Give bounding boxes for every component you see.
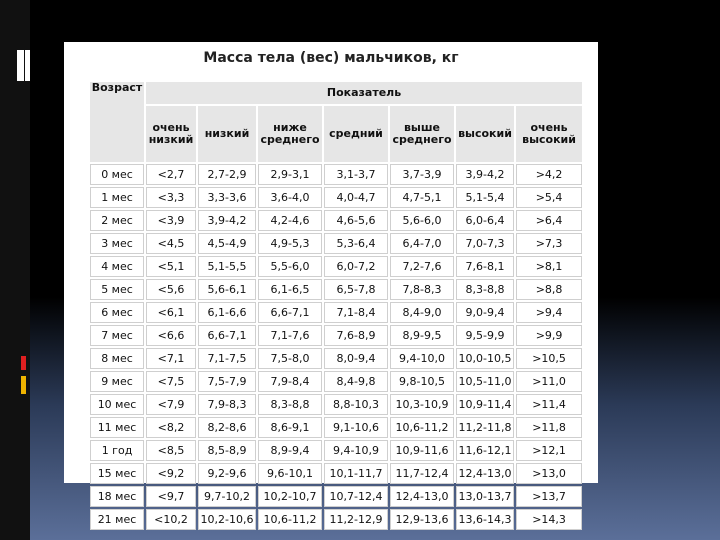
value-cell: 12,4-13,0: [390, 486, 454, 507]
value-cell: 4,2-4,6: [258, 210, 322, 231]
age-cell: 5 мес: [90, 279, 144, 300]
table-row: [90, 187, 582, 208]
slide-decoration-yellow-bar: [21, 376, 26, 394]
value-cell: <8,5: [146, 440, 196, 461]
value-cell: 3,1-3,7: [324, 164, 388, 185]
age-cell: 6 мес: [90, 302, 144, 323]
value-cell: 10,6-11,2: [258, 509, 322, 530]
value-cell: 5,3-6,4: [324, 233, 388, 254]
value-cell: 7,2-7,6: [390, 256, 454, 277]
column-header: средний: [324, 106, 388, 162]
table-row: [90, 371, 582, 392]
weight-table: [88, 80, 584, 532]
age-cell: 1 мес: [90, 187, 144, 208]
value-cell: 12,4-13,0: [456, 463, 514, 484]
value-cell: >4,2: [516, 164, 582, 185]
value-cell: 10,7-12,4: [324, 486, 388, 507]
age-cell: 4 мес: [90, 256, 144, 277]
value-cell: <5,6: [146, 279, 196, 300]
value-cell: 4,6-5,6: [324, 210, 388, 231]
value-cell: 4,5-4,9: [198, 233, 256, 254]
table-row: [90, 233, 582, 254]
table-row: [90, 279, 582, 300]
value-cell: 8,4-9,0: [390, 302, 454, 323]
value-cell: <6,1: [146, 302, 196, 323]
value-cell: 10,0-10,5: [456, 348, 514, 369]
column-header: выше среднего: [390, 106, 454, 162]
value-cell: >6,4: [516, 210, 582, 231]
value-cell: 7,1-8,4: [324, 302, 388, 323]
table-row: [90, 417, 582, 438]
value-cell: <3,3: [146, 187, 196, 208]
document-title: Масса тела (вес) мальчиков, кг: [203, 50, 459, 66]
value-cell: 7,1-7,6: [258, 325, 322, 346]
value-cell: 8,0-9,4: [324, 348, 388, 369]
value-cell: 7,5-7,9: [198, 371, 256, 392]
column-header: ниже среднего: [258, 106, 322, 162]
value-cell: 11,2-12,9: [324, 509, 388, 530]
value-cell: 6,6-7,1: [198, 325, 256, 346]
value-cell: 10,6-11,2: [390, 417, 454, 438]
value-cell: 7,6-8,1: [456, 256, 514, 277]
value-cell: 8,8-10,3: [324, 394, 388, 415]
table-row: [90, 509, 582, 530]
value-cell: 5,1-5,4: [456, 187, 514, 208]
age-cell: 18 мес: [90, 486, 144, 507]
table-row: [90, 348, 582, 369]
age-cell: 21 мес: [90, 509, 144, 530]
slide-decoration-red-bar: [21, 356, 26, 370]
age-cell: 15 мес: [90, 463, 144, 484]
value-cell: 9,6-10,1: [258, 463, 322, 484]
value-cell: 13,0-13,7: [456, 486, 514, 507]
column-header: очень высокий: [516, 106, 582, 162]
age-cell: 1 год: [90, 440, 144, 461]
value-cell: 8,5-8,9: [198, 440, 256, 461]
value-cell: 8,3-8,8: [258, 394, 322, 415]
value-cell: >8,8: [516, 279, 582, 300]
age-cell: 8 мес: [90, 348, 144, 369]
value-cell: <3,9: [146, 210, 196, 231]
value-cell: 8,2-8,6: [198, 417, 256, 438]
value-cell: >8,1: [516, 256, 582, 277]
table-row: [90, 440, 582, 461]
value-cell: <5,1: [146, 256, 196, 277]
table-row: [90, 394, 582, 415]
value-cell: <10,2: [146, 509, 196, 530]
left-strip: [0, 0, 30, 540]
column-header: низкий: [198, 106, 256, 162]
value-cell: 8,3-8,8: [456, 279, 514, 300]
value-cell: <6,6: [146, 325, 196, 346]
value-cell: 13,6-14,3: [456, 509, 514, 530]
value-cell: <9,7: [146, 486, 196, 507]
value-cell: <2,7: [146, 164, 196, 185]
value-cell: 10,1-11,7: [324, 463, 388, 484]
column-header: очень низкий: [146, 106, 196, 162]
age-cell: 11 мес: [90, 417, 144, 438]
value-cell: 4,0-4,7: [324, 187, 388, 208]
value-cell: >13,7: [516, 486, 582, 507]
value-cell: <7,1: [146, 348, 196, 369]
slide-decoration-top: [17, 50, 24, 81]
value-cell: 10,5-11,0: [456, 371, 514, 392]
value-cell: 8,9-9,5: [390, 325, 454, 346]
value-cell: 8,9-9,4: [258, 440, 322, 461]
value-cell: 10,9-11,6: [390, 440, 454, 461]
value-cell: 6,1-6,5: [258, 279, 322, 300]
value-cell: 10,2-10,6: [198, 509, 256, 530]
value-cell: 8,6-9,1: [258, 417, 322, 438]
age-cell: 9 мес: [90, 371, 144, 392]
column-header: высокий: [456, 106, 514, 162]
value-cell: <4,5: [146, 233, 196, 254]
value-cell: 7,9-8,3: [198, 394, 256, 415]
value-cell: 9,8-10,5: [390, 371, 454, 392]
age-cell: 10 мес: [90, 394, 144, 415]
value-cell: >9,9: [516, 325, 582, 346]
value-cell: 5,5-6,0: [258, 256, 322, 277]
value-cell: 5,6-6,0: [390, 210, 454, 231]
value-cell: >11,8: [516, 417, 582, 438]
value-cell: >9,4: [516, 302, 582, 323]
value-cell: >13,0: [516, 463, 582, 484]
age-cell: 0 мес: [90, 164, 144, 185]
value-cell: 2,9-3,1: [258, 164, 322, 185]
value-cell: 3,9-4,2: [456, 164, 514, 185]
value-cell: >5,4: [516, 187, 582, 208]
value-cell: 7,6-8,9: [324, 325, 388, 346]
value-cell: 3,9-4,2: [198, 210, 256, 231]
value-cell: 5,1-5,5: [198, 256, 256, 277]
value-cell: >11,0: [516, 371, 582, 392]
value-cell: 4,9-5,3: [258, 233, 322, 254]
value-cell: 7,1-7,5: [198, 348, 256, 369]
value-cell: 11,7-12,4: [390, 463, 454, 484]
age-cell: 2 мес: [90, 210, 144, 231]
table-row: [90, 463, 582, 484]
slide-decoration-top-2: [25, 50, 30, 81]
value-cell: <7,9: [146, 394, 196, 415]
value-cell: 10,3-10,9: [390, 394, 454, 415]
value-cell: 7,8-8,3: [390, 279, 454, 300]
value-cell: 3,7-3,9: [390, 164, 454, 185]
value-cell: 4,7-5,1: [390, 187, 454, 208]
value-cell: <7,5: [146, 371, 196, 392]
value-cell: 11,2-11,8: [456, 417, 514, 438]
document-image: [64, 42, 598, 526]
value-cell: 3,3-3,6: [198, 187, 256, 208]
value-cell: 5,6-6,1: [198, 279, 256, 300]
value-cell: 6,6-7,1: [258, 302, 322, 323]
value-cell: 7,5-8,0: [258, 348, 322, 369]
age-cell: 3 мес: [90, 233, 144, 254]
table-row: [90, 164, 582, 185]
table-row: [90, 325, 582, 346]
value-cell: <8,2: [146, 417, 196, 438]
age-cell: 7 мес: [90, 325, 144, 346]
value-cell: >11,4: [516, 394, 582, 415]
value-cell: 6,1-6,6: [198, 302, 256, 323]
value-cell: 9,5-9,9: [456, 325, 514, 346]
value-cell: 9,4-10,0: [390, 348, 454, 369]
value-cell: 2,7-2,9: [198, 164, 256, 185]
value-cell: 12,9-13,6: [390, 509, 454, 530]
value-cell: <9,2: [146, 463, 196, 484]
value-cell: 10,9-11,4: [456, 394, 514, 415]
value-cell: 11,6-12,1: [456, 440, 514, 461]
value-cell: 10,2-10,7: [258, 486, 322, 507]
value-cell: 3,6-4,0: [258, 187, 322, 208]
table-row: [90, 302, 582, 323]
table-row: [90, 486, 582, 507]
indicator-header: Показатель: [146, 82, 582, 104]
age-header: Возраст: [90, 82, 144, 162]
table-row: [90, 210, 582, 231]
value-cell: 6,0-6,4: [456, 210, 514, 231]
value-cell: 7,0-7,3: [456, 233, 514, 254]
value-cell: >7,3: [516, 233, 582, 254]
value-cell: 8,4-9,8: [324, 371, 388, 392]
table-row: [90, 256, 582, 277]
value-cell: 9,7-10,2: [198, 486, 256, 507]
value-cell: 6,0-7,2: [324, 256, 388, 277]
value-cell: 9,2-9,6: [198, 463, 256, 484]
value-cell: 9,4-10,9: [324, 440, 388, 461]
value-cell: >12,1: [516, 440, 582, 461]
value-cell: 6,5-7,8: [324, 279, 388, 300]
value-cell: 9,0-9,4: [456, 302, 514, 323]
value-cell: 9,1-10,6: [324, 417, 388, 438]
value-cell: 7,9-8,4: [258, 371, 322, 392]
value-cell: 6,4-7,0: [390, 233, 454, 254]
value-cell: >14,3: [516, 509, 582, 530]
value-cell: >10,5: [516, 348, 582, 369]
